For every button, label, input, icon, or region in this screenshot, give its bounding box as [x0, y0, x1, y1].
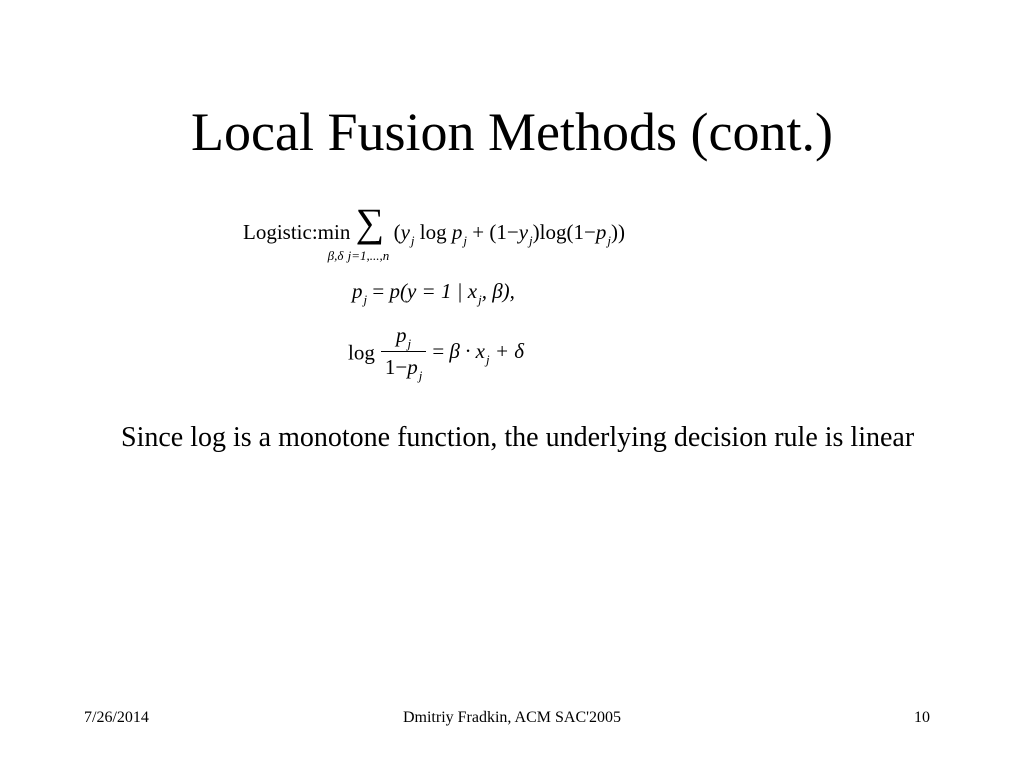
eq1-min: min β,δ — [318, 219, 351, 245]
eq1-min-subscript: β,δ — [327, 248, 344, 263]
eq3-fraction — [381, 322, 426, 383]
eq1-log: log — [419, 220, 447, 244]
eq2-p-sub: j — [363, 292, 368, 307]
eq1-y2-sub: j — [529, 233, 533, 248]
eq1-close-parens: )) — [610, 220, 625, 244]
eq1-label: Logistic — [243, 220, 312, 244]
eq2-condition: y = 1 | — [406, 279, 463, 303]
eq1-p2: p — [595, 220, 607, 244]
eq1-colon: : — [311, 220, 318, 244]
eq2-p-open: p( — [389, 279, 407, 303]
summation-subscript: j=1,...,n — [347, 248, 390, 263]
eq2-equals: = — [372, 279, 385, 303]
eq2-p: p — [352, 279, 363, 303]
eq1-plus: + — [472, 220, 485, 244]
eq3-numerator: $p_j$ — [396, 323, 412, 351]
probability-definition-equation — [352, 278, 515, 307]
eq2-x-sub: j — [478, 292, 482, 307]
eq1-p: p — [451, 220, 463, 244]
eq1-open-paren: ( — [393, 220, 401, 244]
eq1-one-minus: (1− — [489, 220, 519, 244]
slide-title: Local Fusion Methods (cont.) — [191, 102, 833, 162]
footer-author: Dmitriy Fradkin, ACM SAC'2005 — [402, 709, 621, 726]
footer-date: 7/26/2014 — [84, 709, 149, 726]
eq1-y: y — [400, 220, 410, 244]
eq1-p2-sub: j — [607, 233, 611, 248]
eq1-close-paren: ) — [532, 220, 540, 244]
eq3-rhs: = $\beta \cdot x_j + \delta$ — [432, 339, 525, 367]
log-odds-equation — [348, 322, 524, 383]
footer-page-number: 10 — [914, 709, 930, 726]
eq3-log: log — [348, 340, 375, 365]
eq1-log-one-minus: log(1− — [539, 220, 596, 244]
summation-sign: ∑ — [355, 200, 385, 245]
eq2-beta: , β), — [481, 279, 515, 303]
body-text: Since log is a monotone function, the underlying decision rule is linear — [121, 422, 915, 453]
summation — [347, 200, 394, 263]
eq1-y-sub: j — [410, 233, 415, 248]
eq3-denominator: $1-p_j$ — [381, 351, 426, 383]
logistic-objective-equation — [243, 200, 625, 263]
eq1-p-sub: j — [463, 233, 468, 248]
eq2-x: x — [467, 279, 478, 303]
eq1-y2: y — [518, 220, 529, 244]
